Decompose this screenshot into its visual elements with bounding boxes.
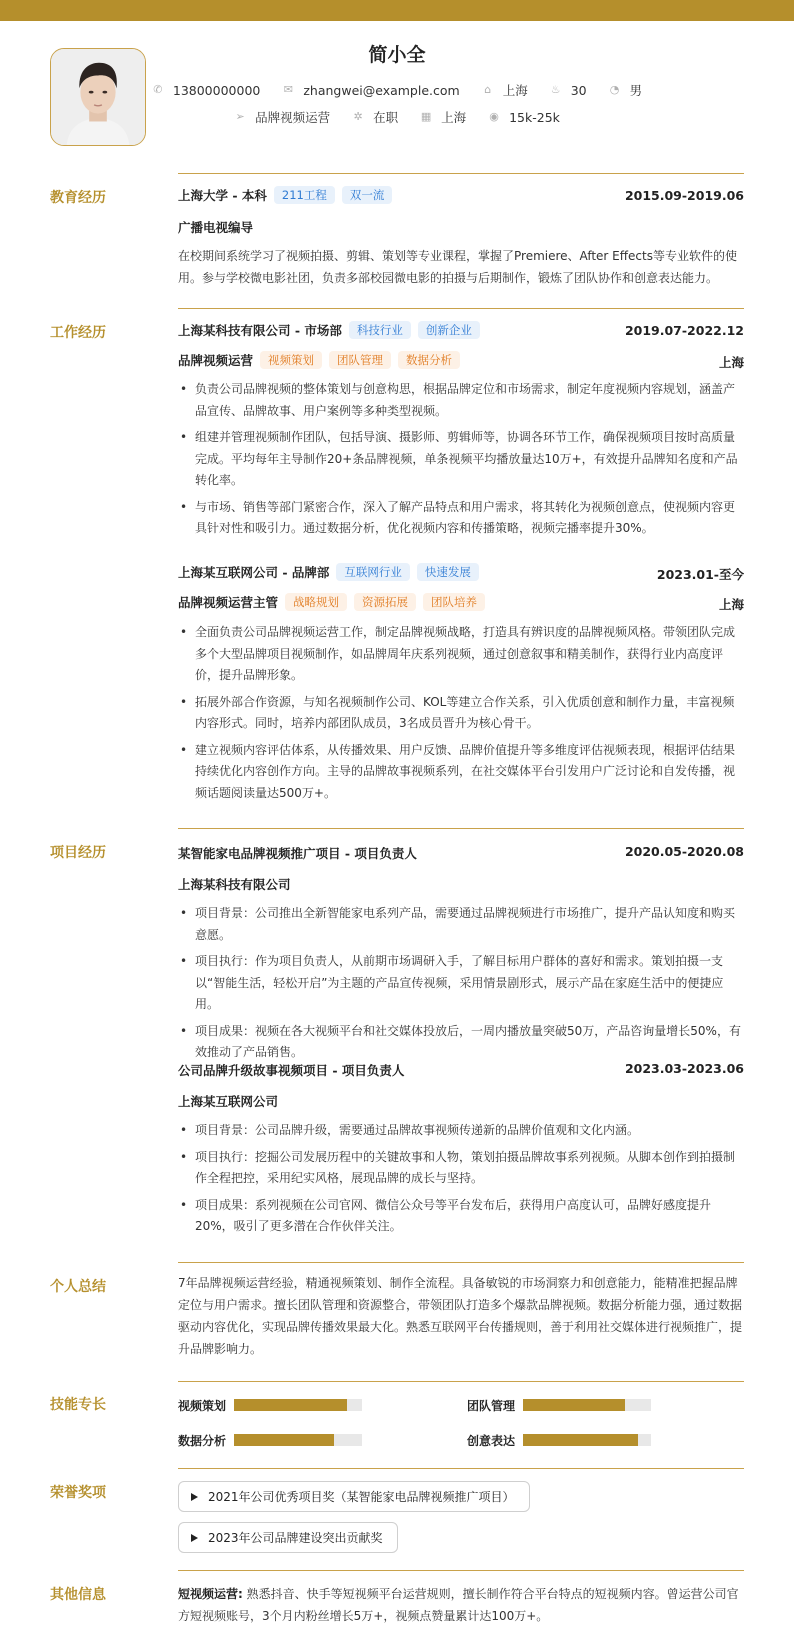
skills-divider <box>178 1381 744 1382</box>
role-tag: 团队管理 <box>329 351 391 369</box>
list-item: • 全面负责公司品牌视频运营工作，制定品牌视频战略，打造具有辨识度的品牌视频风格。带领团队完成多个大型品牌项目视频制作，如品牌周年庆系列视频，通过创意叙事和精美制作，获得行业内高度评价，提升品牌形象。 <box>178 622 744 687</box>
email-text: zhangwei@example.com <box>303 82 460 98</box>
list-item: • 项目执行：作为项目负责人，从前期市场调研入手，了解目标用户群体的喜好和需求。策划拍摄一支以“智能生活，轻松开启”为主题的产品宣传视频，采用情景剧形式，展示产品在家庭生活中的便捷应用。 <box>178 951 744 1016</box>
project-bullets <box>178 1120 744 1243</box>
role-name: 品牌视频运营 <box>178 353 254 368</box>
education-school <box>178 186 392 204</box>
job-company <box>178 321 480 339</box>
list-item: • 负责公司品牌视频的整体策划与创意构思，根据品牌定位和市场需求，制定年度视频内容规划，涵盖产品宣传、品牌故事、用户案例等多种类型视频。 <box>178 379 744 422</box>
contact-row <box>0 81 794 99</box>
school-name: 上海大学 - 本科 <box>178 188 267 203</box>
projects-title: 项目经历 <box>50 845 106 861</box>
money-icon: ◉ <box>489 110 499 123</box>
projects-divider <box>178 828 744 829</box>
list-item: • 项目背景：公司推出全新智能家电系列产品，需要通过品牌视频进行市场推广，提升产品认知度和购买意愿。 <box>178 903 744 946</box>
list-item: • 拓展外部合作资源，与知名视频制作公司、KOL等建立合作关系，引入优质创意和制作力量，丰富视频内容形式。同时，培养内部团队成员，3名成员晋升为核心骨干。 <box>178 692 744 735</box>
other-text: 熟悉抖音、快手等短视频平台运营规则，擅长制作符合平台特点的短视频内容。曾运营公司官方短视频账号，3个月内粉丝增长5万+，视频点赞量累计达100万+。 <box>178 1587 739 1623</box>
summary-title: 个人总结 <box>50 1279 106 1295</box>
top-accent-bar <box>0 0 794 21</box>
list-item: • 项目执行：挖掘公司发展历程中的关键故事和人物，策划拍摄品牌故事系列视频。从脚本创作到拍摄制作全程把控，采用纪实风格，展现品牌的成长与坚持。 <box>178 1147 744 1190</box>
skill-label: 数据分析 <box>178 1434 227 1448</box>
job-period: 2023.01-至今 <box>656 567 744 582</box>
honor-item <box>178 1481 530 1512</box>
mail-icon: ✉ <box>283 83 293 96</box>
education-major: 广播电视编导 <box>178 220 254 235</box>
role-tag: 战略规划 <box>285 593 347 611</box>
summary-divider <box>178 1262 744 1263</box>
role-tag: 数据分析 <box>398 351 460 369</box>
list-item: • 项目成果：视频在各大视频平台和社交媒体投放后，一周内播放量突破50万，产品咨询量增长50%，有效推动了产品销售。 <box>178 1021 744 1064</box>
education-description: 在校期间系统学习了视频拍摄、剪辑、策划等专业课程，掌握了Premiere、After Effects等专业软件的使用。参与学校微电影社团，负责多部校园微电影的拍摄与后期制作，锻炼了团队协作和创意表达能力。 <box>178 249 737 285</box>
other-divider <box>178 1570 744 1571</box>
work-title: 工作经历 <box>50 325 106 341</box>
status-text: 在职 <box>373 110 399 125</box>
other-label: 短视频运营: <box>178 1587 243 1601</box>
phone-icon: ✆ <box>153 83 163 96</box>
skill-bar-fill <box>234 1399 347 1411</box>
skills-title: 技能专长 <box>50 1397 106 1413</box>
role-name: 品牌视频运营主管 <box>178 595 279 610</box>
skill-bar-fill <box>523 1399 625 1411</box>
project-bullets <box>178 903 744 1069</box>
company-tag: 互联网行业 <box>336 563 410 581</box>
job-role <box>178 593 485 611</box>
target-city-item <box>420 108 466 126</box>
email-item <box>282 83 459 98</box>
honors-divider <box>178 1468 744 1469</box>
city-item <box>482 81 528 99</box>
project-period: 2023.03-2023.06 <box>624 1061 744 1076</box>
honor-text: 2021年公司优秀项目奖（某智能家电品牌视频推广项目） <box>208 1490 515 1504</box>
triangle-icon <box>191 1493 198 1501</box>
salary-text: 15k-25k <box>509 109 560 125</box>
job-company <box>178 563 479 581</box>
target-role-item <box>234 108 330 126</box>
send-icon: ➢ <box>235 110 245 123</box>
other-info <box>178 1583 744 1627</box>
city-text: 上海 <box>502 83 528 98</box>
honor-item <box>178 1522 398 1553</box>
age-item <box>550 83 587 98</box>
summary-text: 7年品牌视频运营经验，精通视频策划、制作全流程。具备敏锐的市场洞察力和创意能力，能精准把握品牌定位与用户需求。擅长团队管理和资源整合，带领团队打造多个爆款品牌视频。数据分析能力强，通过数据驱动内容优化，实现品牌传播效果最大化。熟悉互联网平台传播规则，善于利用社交媒体进行视频推广，提升品牌影响力。 <box>178 1276 743 1356</box>
list-item: • 项目成果：系列视频在公司官网、微信公众号等平台发布后，获得用户高度认可，品牌好感度提升20%，吸引了更多潜在合作伙伴关注。 <box>178 1195 744 1238</box>
work-divider <box>178 308 744 309</box>
target-role-text: 品牌视频运营 <box>255 110 331 125</box>
job-role <box>178 351 460 369</box>
project-name: 公司品牌升级故事视频项目 - 项目负责人 <box>178 1063 405 1078</box>
skill-bar <box>523 1434 651 1446</box>
job-location: 上海 <box>718 355 744 370</box>
cake-icon: ♨ <box>550 83 561 96</box>
role-tag: 资源拓展 <box>354 593 416 611</box>
home-icon: ⌂ <box>484 83 492 96</box>
gender-item <box>609 81 643 99</box>
honors-title: 荣誉奖项 <box>50 1485 106 1501</box>
company-name: 上海某互联网公司 - 品牌部 <box>178 565 330 580</box>
list-item: • 组建并管理视频制作团队，包括导演、摄影师、剪辑师等，协调各环节工作，确保视频项目按时高质量完成。平均每年主导制作20+条品牌视频，单条视频平均播放量达10万+，有效提升品牌知名度和产品转化率。 <box>178 427 744 492</box>
company-name: 上海某科技有限公司 - 市场部 <box>178 323 342 338</box>
gender-icon: ◔ <box>609 83 620 96</box>
project-period: 2020.05-2020.08 <box>624 844 744 859</box>
company-tag: 科技行业 <box>349 321 411 339</box>
role-tag: 团队培养 <box>423 593 485 611</box>
list-item: • 项目背景：公司品牌升级，需要通过品牌故事视频传递新的品牌价值观和文化内涵。 <box>178 1120 744 1142</box>
honor-text: 2023年公司品牌建设突出贡献奖 <box>208 1531 383 1545</box>
list-item: • 建立视频内容评估体系，从传播效果、用户反馈、品牌价值提升等多维度评估视频表现，根据评估结果持续优化内容创作方向。主导的品牌故事视频系列，在社交媒体平台引发用户广泛讨论和自发传播，视频话题阅读量达500万+。 <box>178 740 744 805</box>
job-bullets <box>178 622 744 809</box>
triangle-icon <box>191 1534 198 1542</box>
project-org: 上海某互联网公司 <box>178 1094 279 1109</box>
other-title: 其他信息 <box>50 1587 106 1603</box>
job-bullets <box>178 379 744 545</box>
school-tag: 211工程 <box>274 186 335 204</box>
skill-label: 团队管理 <box>467 1399 516 1413</box>
skill-label: 视频策划 <box>178 1399 227 1413</box>
project-org: 上海某科技有限公司 <box>178 877 291 892</box>
skill-bar <box>234 1399 362 1411</box>
role-tag: 视频策划 <box>260 351 322 369</box>
school-tag: 双一流 <box>342 186 393 204</box>
target-city-text: 上海 <box>441 110 467 125</box>
education-divider <box>178 173 744 174</box>
candidate-name: 简小全 <box>368 44 426 66</box>
company-tag: 快速发展 <box>417 563 479 581</box>
education-title: 教育经历 <box>50 190 106 206</box>
education-period: 2015.09-2019.06 <box>624 188 744 203</box>
skill-bar-fill <box>234 1434 334 1446</box>
status-item <box>352 108 398 126</box>
job-location: 上海 <box>718 597 744 612</box>
project-name: 某智能家电品牌视频推广项目 - 项目负责人 <box>178 846 417 861</box>
skill-label: 创意表达 <box>467 1434 516 1448</box>
job-intent-row <box>0 108 794 126</box>
salary-item <box>488 110 560 125</box>
list-item: • 与市场、销售等部门紧密合作，深入了解产品特点和用户需求，将其转化为视频创意点，使视频内容更具针对性和吸引力。通过数据分析，优化视频内容和传播策略，视频完播率提升30%。 <box>178 497 744 540</box>
age-text: 30 <box>570 82 587 98</box>
skill-bar <box>234 1434 362 1446</box>
company-tag: 创新企业 <box>418 321 480 339</box>
skill-bar-fill <box>523 1434 638 1446</box>
skill-bar <box>523 1399 651 1411</box>
gender-text: 男 <box>629 83 643 98</box>
building-icon: ▦ <box>420 110 432 123</box>
gear-icon: ✲ <box>353 110 363 123</box>
phone-item <box>152 83 260 98</box>
phone-text: 13800000000 <box>172 82 261 98</box>
job-period: 2019.07-2022.12 <box>624 323 744 338</box>
